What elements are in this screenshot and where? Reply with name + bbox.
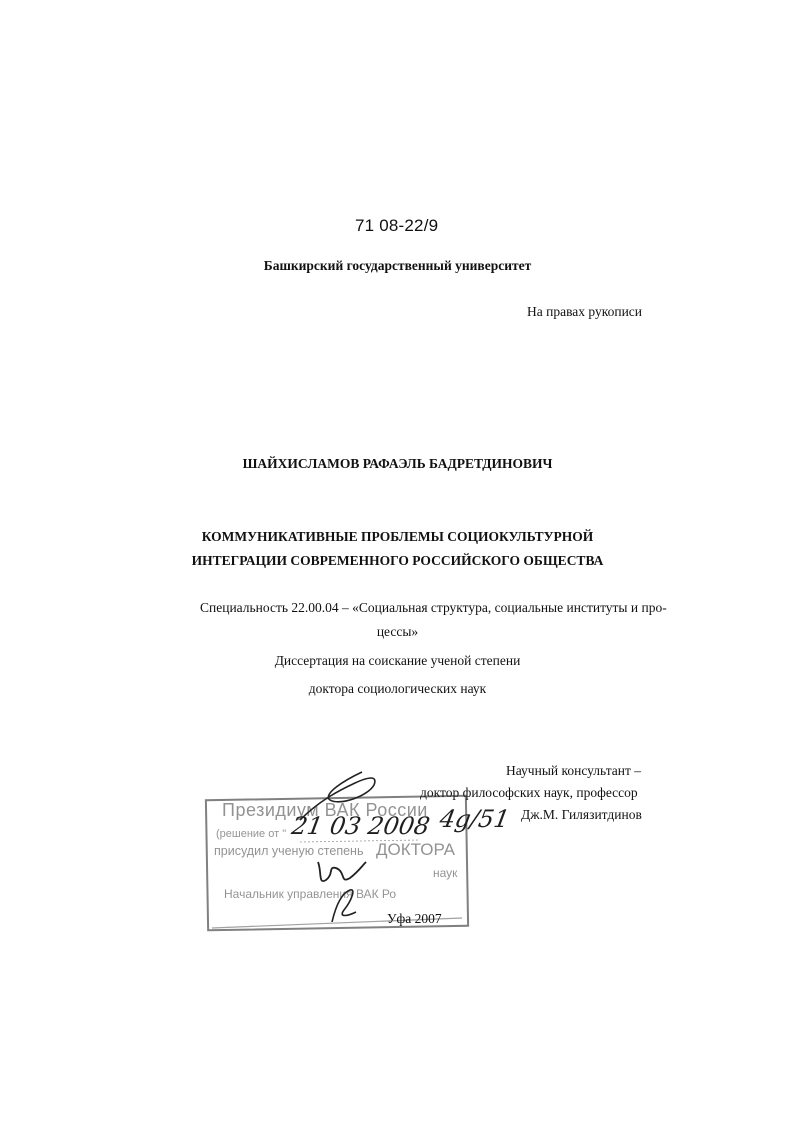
dissertation-title-line-2: ИНТЕГРАЦИИ СОВРЕМЕННОГО РОССИЙСКОГО ОБЩЕСТВА: [191, 553, 604, 568]
stamp-handwritten-date: 21 03 2008: [289, 812, 432, 840]
stamp-degree: ДОКТОРА: [376, 840, 456, 859]
stamp-line-4: наук: [433, 866, 458, 880]
specialty-line-1: Специальность 22.00.04 – «Социальная структура, социальные институты и про-: [200, 600, 667, 615]
university-name: Башкирский государственный университет: [263, 258, 532, 273]
stamp-handwritten-number: 4g/51: [437, 805, 512, 833]
stamp-line-5: Начальник управления ВАК Ро: [224, 887, 397, 901]
stamp-line-3: присудил ученую степень: [214, 844, 364, 858]
stamp-line-2: (решение от ": [216, 828, 287, 840]
dissertation-title-line-1: КОММУНИКАТИВНЫЕ ПРОБЛЕМЫ СОЦИОКУЛЬТУРНОЙ: [201, 529, 594, 544]
consultant-degree: доктор философских наук, профессор: [420, 785, 638, 800]
consultant-name: Дж.М. Гилязитдинов: [521, 807, 642, 822]
author-name: ШАЙХИСЛАМОВ РАФАЭЛЬ БАДРЕТДИНОВИЧ: [242, 456, 553, 471]
specialty-line-2: цессы»: [376, 624, 419, 639]
consultant-label: Научный консультант –: [506, 763, 641, 778]
archive-code: 71 08-22/9: [355, 216, 439, 235]
degree-line-2: доктора социологических наук: [308, 681, 487, 696]
degree-line-1: Диссертация на соискание ученой степени: [274, 653, 521, 668]
rights-note: На правах рукописи: [527, 304, 643, 319]
stamp-line-1: Президиум ВАК России: [222, 800, 428, 820]
city-year: Уфа 2007: [387, 911, 442, 926]
